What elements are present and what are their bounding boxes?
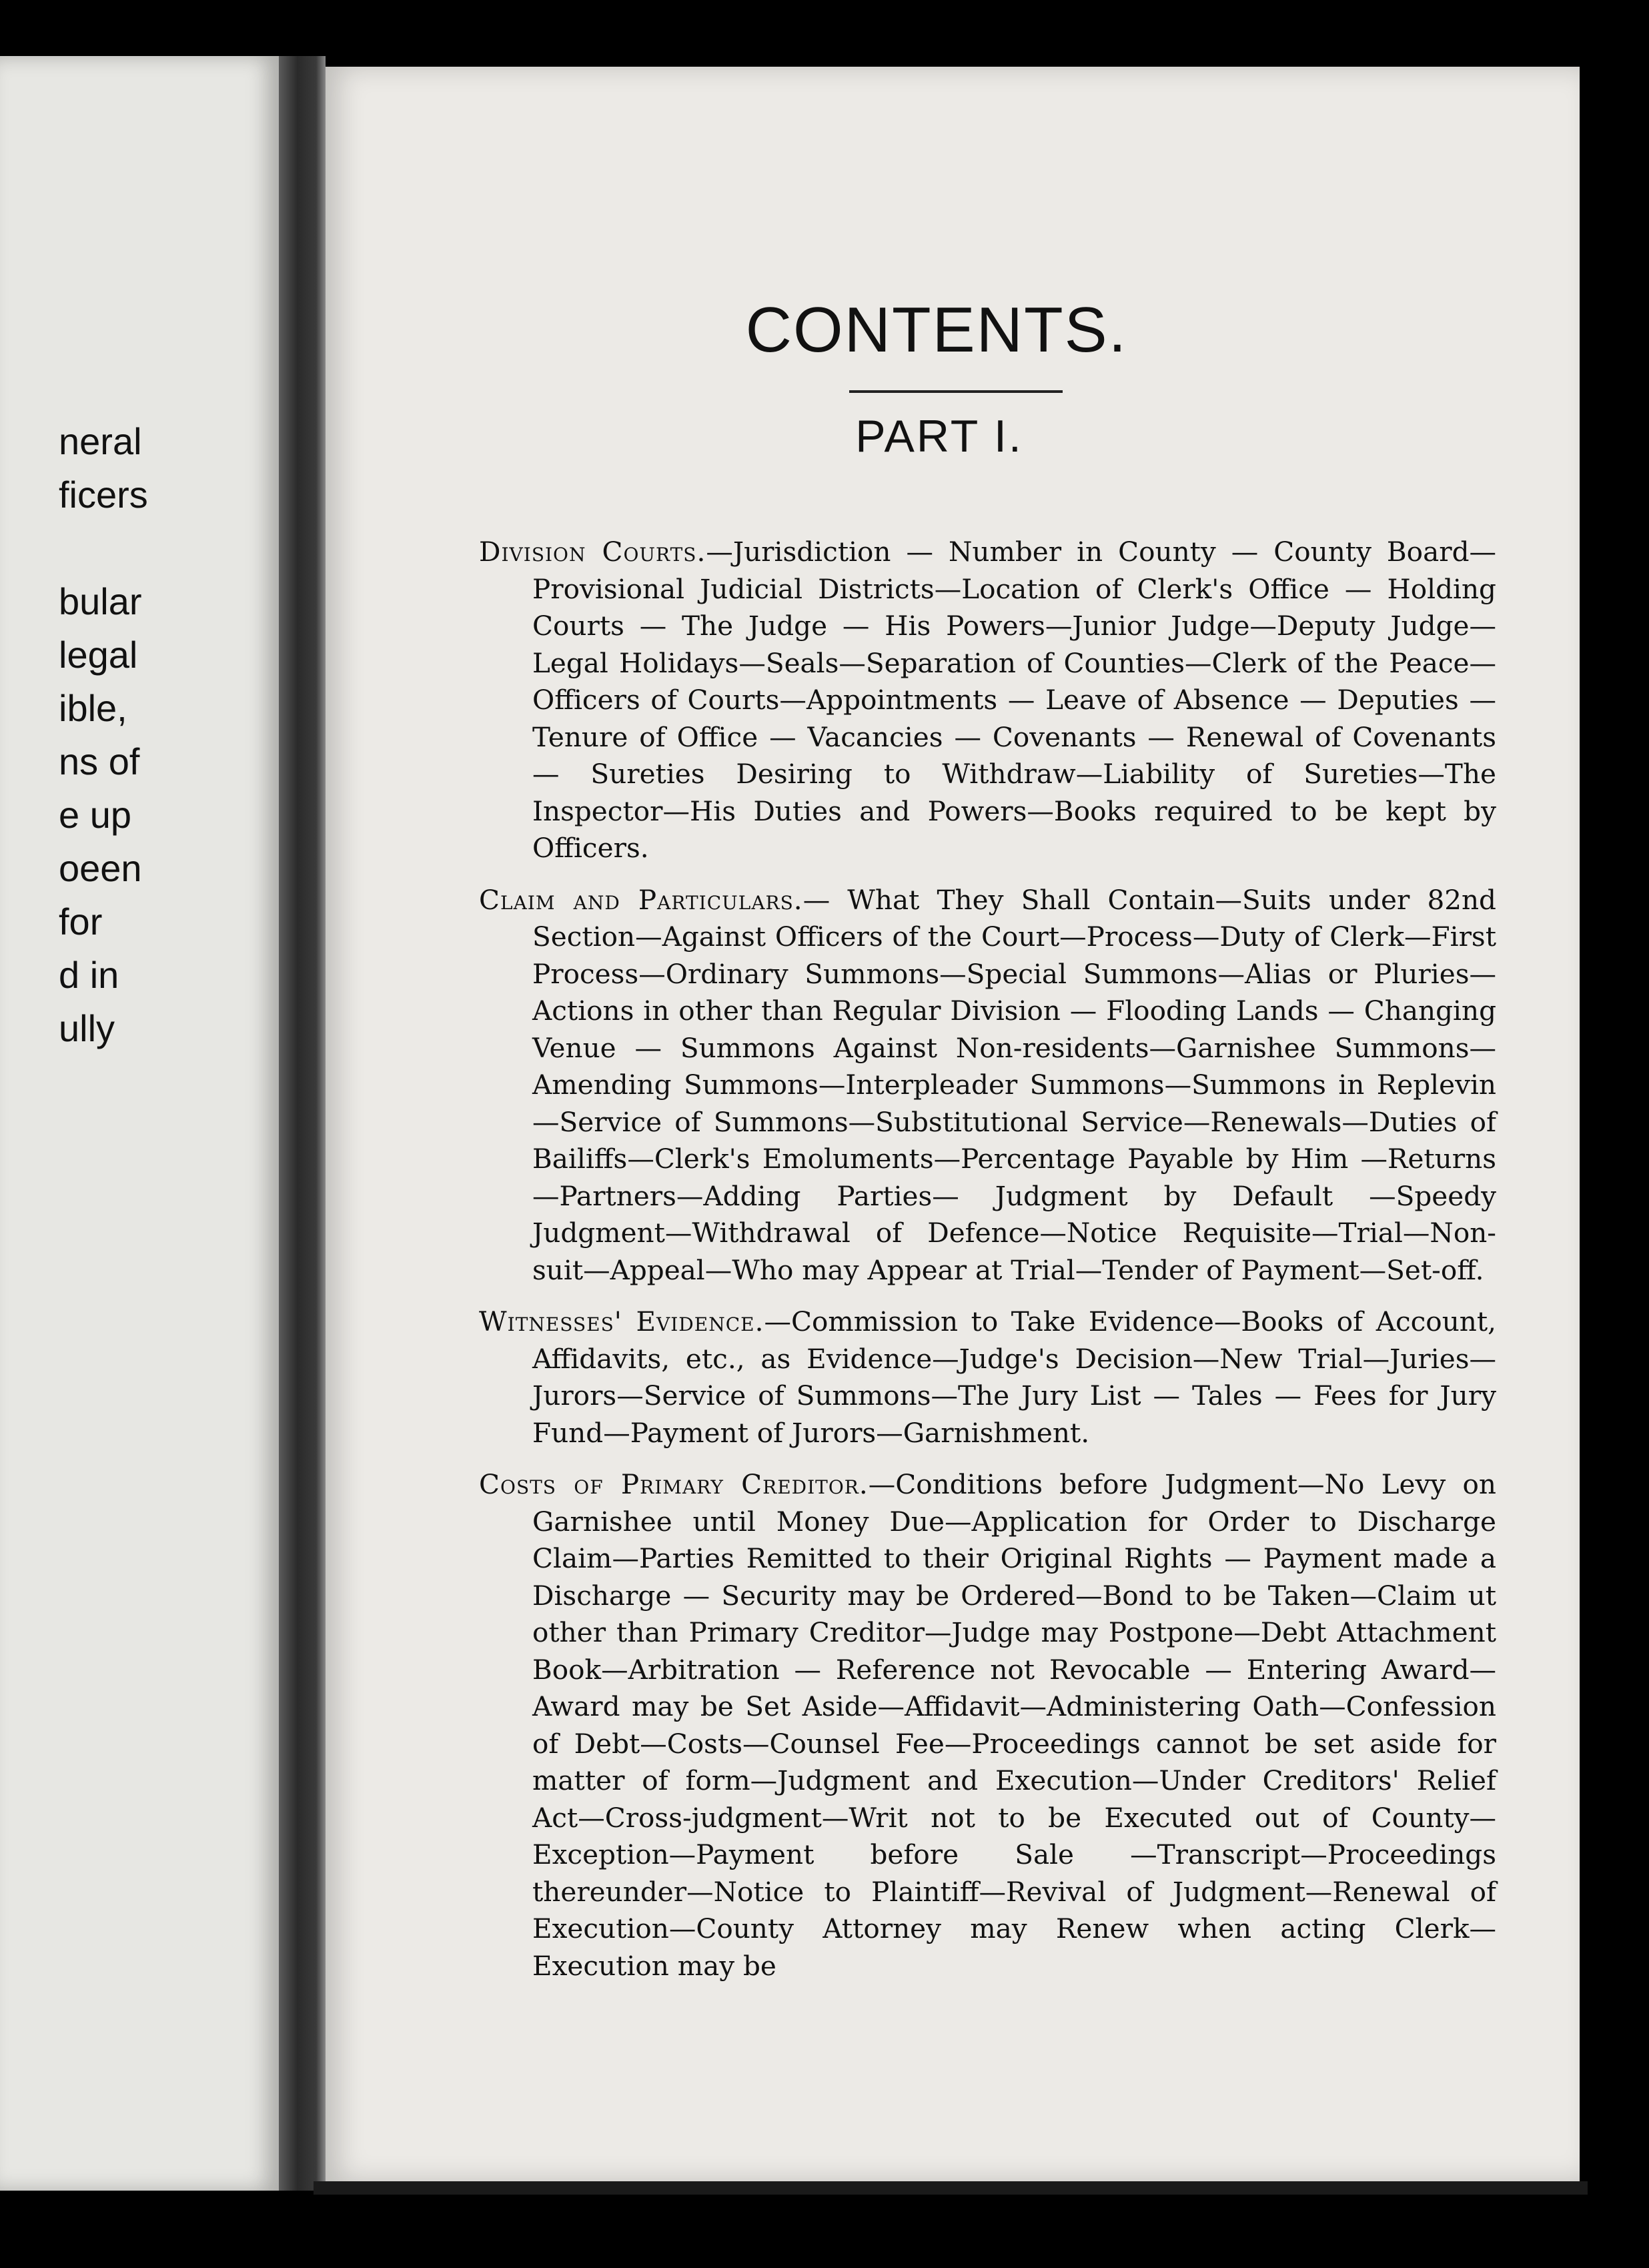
left-fragment: d in — [59, 954, 119, 996]
entry-text: — What They Shall Contain—Suits under 82nd Section—Against Officers of the Court—Process—Duty of Clerk—First Process—Ordinary Summons—Special Summons—Alias or Pluries—Actions in other than Regular Division — Flooding Lands — Changing Venue — Summons Against Non-residents—Garnishee Summons—Amending Summons—Interpleader Summons—Summons in Replevin—Service of Summons—Substitutional Service—Renewals—Duties of Bailiffs—Clerk's Emoluments—Percentage Payable by Him —Returns—Partners—Adding Parties— Judgment by Default —Speedy Judgment—Withdrawal of Defence—Notice Requisite—Trial—Non-suit—Appeal—Who may Appear at Trial—Tender of Payment—Set-off. — [532, 883, 1496, 1286]
entry-heading: Claim and Particulars. — [479, 883, 803, 916]
left-fragment: bular — [59, 580, 142, 622]
contents-title: CONTENTS. — [745, 294, 1128, 366]
page-bottom-edge — [314, 2181, 1588, 2195]
toc-entry-costs-of-primary-creditor — [479, 1466, 1496, 1985]
left-fragment: ully — [59, 1007, 115, 1049]
toc-entry-witnesses-evidence — [479, 1303, 1496, 1452]
left-fragment: oeen — [59, 847, 142, 889]
entry-text: —Jurisdiction — Number in County — County Board—Provisional Judicial Districts—Location of Clerk's Office — Holding Courts — The Judge — His Powers—Junior Judge—Deputy Judge—Legal Holidays—Seals—Separation of Counties—Clerk of the Peace—Officers of Courts—Appointments — Leave of Absence — Deputies — Tenure of Office — Vacancies — Covenants — Renewal of Covenants — Sureties Desiring to Withdraw—Liability of Sureties—The Inspector—His Duties and Powers—Books required to be kept by Officers. — [532, 536, 1496, 864]
left-fragment: ficers — [59, 474, 148, 516]
table-of-contents — [479, 534, 1496, 1999]
entry-heading: Costs of Primary Creditor. — [479, 1468, 869, 1500]
contents-page — [326, 67, 1580, 2181]
title-rule — [849, 390, 1063, 393]
left-fragment: ible, — [59, 687, 127, 729]
book-gutter — [279, 56, 326, 2191]
left-fragment: e up — [59, 794, 131, 836]
left-fragment: legal — [59, 634, 138, 676]
left-fragment: neral — [59, 420, 142, 462]
part-title: PART I. — [855, 411, 1023, 462]
entry-heading: Division Courts. — [479, 536, 706, 568]
left-fragment: for — [59, 901, 103, 943]
entry-heading: Witnesses' Evidence. — [479, 1305, 764, 1337]
entry-text: —Conditions before Judgment—No Levy on Garnishee until Money Due—Application for Order to Discharge Claim—Parties Remitted to their Original Rights — Payment made a Discharge — Security may be Ordered—Bond to be Taken—Claim ut other than Primary Creditor—Judge may Postpone—Debt Attachment Book—Arbitration — Reference not Revocable — Entering Award—Award may be Set Aside—Affidavit—Administering Oath—Confession of Debt—Costs—Counsel Fee—Proceedings cannot be set aside for matter of form—Judgment and Execution—Under Creditors' Relief Act—Cross-judgment—Writ not to be Executed out of County—Exception—Payment before Sale —Transcript—Proceedings thereunder—Notice to Plaintiff—Revival of Judgment—Renewal of Execution—County Attorney may Renew when acting Clerk—Execution may be — [532, 1468, 1496, 1982]
left-facing-page — [0, 56, 279, 2191]
left-fragment: ns of — [59, 740, 140, 782]
toc-entry-claim-and-particulars — [479, 882, 1496, 1289]
toc-entry-division-courts — [479, 534, 1496, 867]
entry-text: —Commission to Take Evidence—Books of Account, Affidavits, etc., as Evidence—Judge's Decision—New Trial—Juries—Jurors—Service of Summons—The Jury List — Tales — Fees for Jury Fund—Payment of Jurors—Garnishment. — [532, 1305, 1497, 1449]
